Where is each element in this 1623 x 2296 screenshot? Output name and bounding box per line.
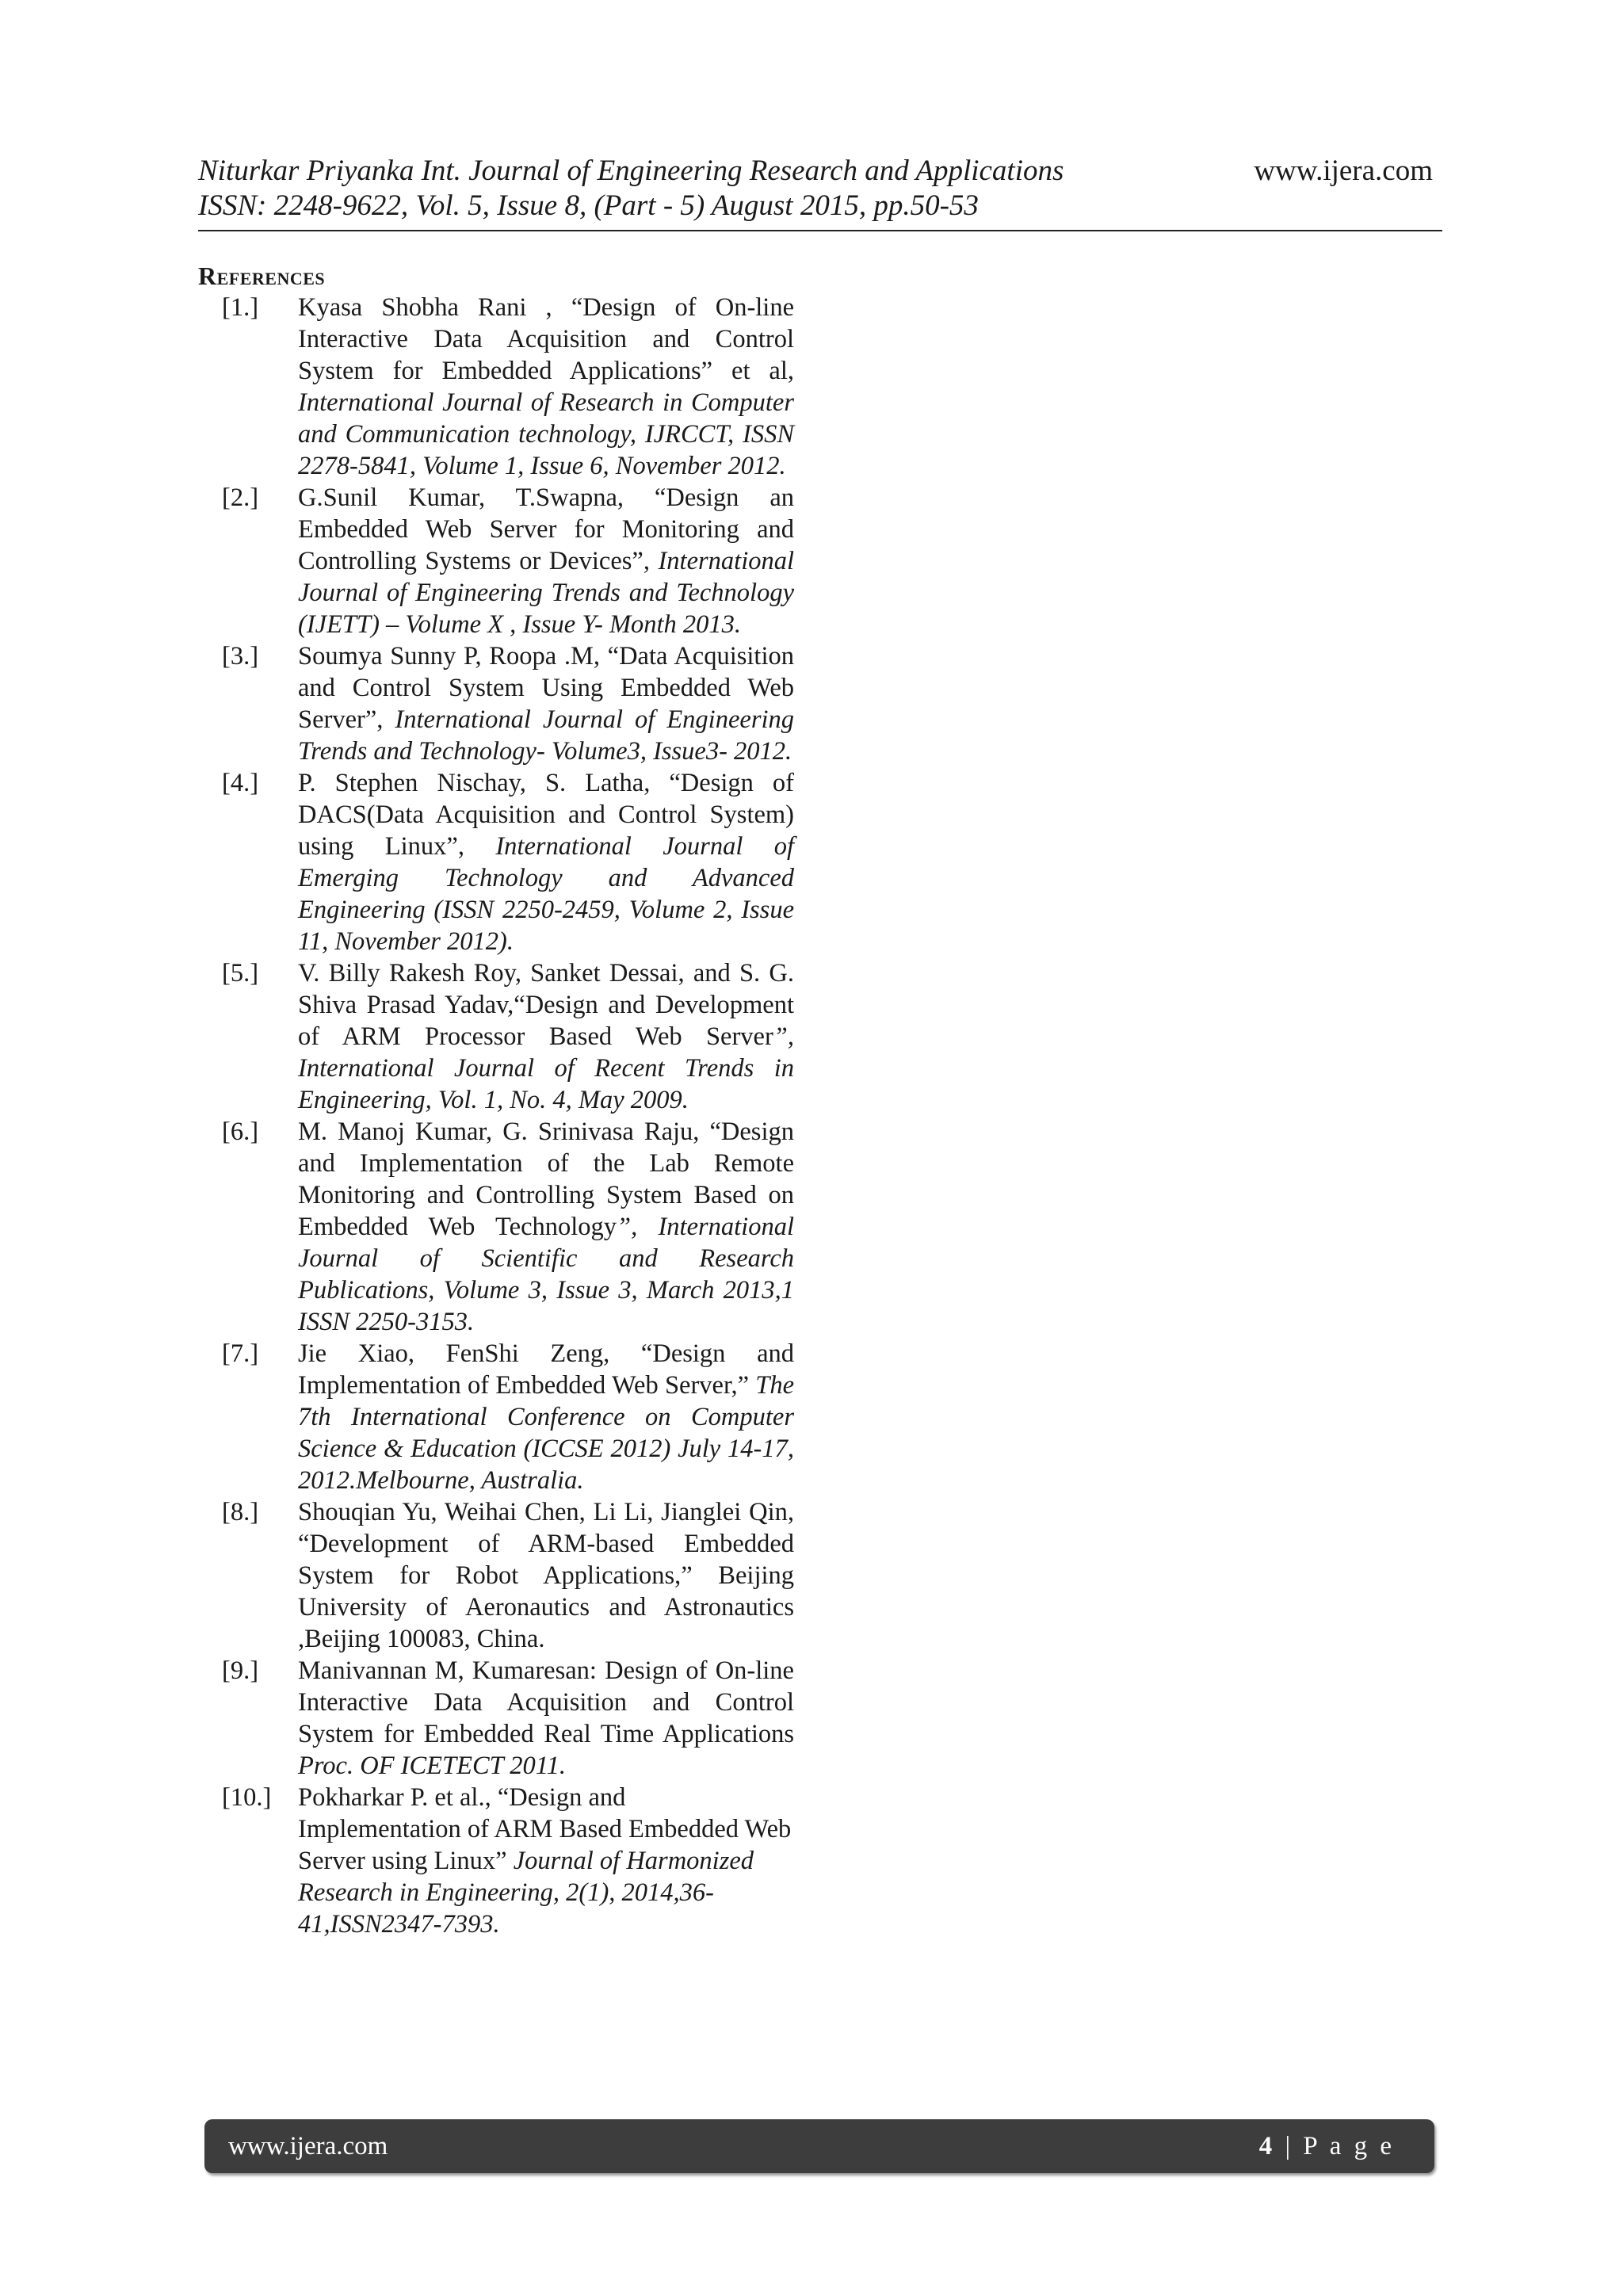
running-header: [198, 154, 1442, 231]
reference-source: ”, International Journal of Scientific and Research Publications, Volume 3, Issue 3, March 2013,1 ISSN 2250-3153.: [298, 1213, 794, 1336]
reference-text: P. Stephen Nischay, S. Latha, “Design of DACS(Data Acquisition and Control System) using Linux”,: [298, 769, 794, 861]
reference-item: [198, 640, 794, 767]
reference-number: [8.]: [222, 1498, 259, 1526]
journal-title: Niturkar Priyanka Int. Journal of Engineering Research and Applications: [198, 155, 1064, 187]
issn-line: ISSN: 2248-9622, Vol. 5, Issue 8, (Part - 5) August 2015, pp.50-53: [198, 189, 979, 222]
reference-item: [198, 1655, 794, 1782]
reference-source: ”, International Journal of Recent Trends in Engineering, Vol. 1, No. 4, May 2009.: [298, 1022, 794, 1114]
reference-number: [5.]: [222, 959, 259, 988]
reference-source: International Journal of Engineering Trends and Technology- Volume3, Issue3- 2012.: [298, 705, 794, 766]
reference-source: International Journal of Engineering Trends and Technology (IJETT) – Volume X , Issue Y- Month 2013.: [298, 547, 794, 639]
reference-list: [198, 292, 794, 1940]
reference-text: V. Billy Rakesh Roy, Sanket Dessai, and S. G. Shiva Prasad Yadav,“Design and Development of ARM Processor Based Web Server: [298, 959, 794, 1051]
reference-item: [198, 1116, 794, 1338]
reference-item: [198, 482, 794, 640]
reference-number: [6.]: [222, 1117, 259, 1146]
footer-url: www.ijera.com: [228, 2132, 388, 2160]
reference-source: Journal of Harmonized Research in Engineering, 2(1), 2014,36-41,ISSN2347-7393.: [298, 1847, 754, 1939]
reference-number: [3.]: [222, 642, 259, 670]
page-footer: [204, 2119, 1434, 2173]
reference-number: [1.]: [222, 293, 259, 322]
reference-text: Jie Xiao, FenShi Zeng, “Design and Implementation of Embedded Web Server,”: [298, 1339, 794, 1400]
page-number: 4: [1258, 2132, 1276, 2160]
page-label: | P a g e: [1275, 2132, 1395, 2160]
reference-item: [198, 1496, 794, 1655]
reference-number: [2.]: [222, 483, 259, 512]
reference-item: [198, 1782, 794, 1940]
references-heading: References: [198, 262, 326, 290]
journal-url: www.ijera.com: [1254, 155, 1433, 187]
reference-item: [198, 1338, 794, 1496]
reference-text: Shouqian Yu, Weihai Chen, Li Li, Jianglei Qin, “Development of ARM-based Embedded System for Robot Applications,” Beijing University of Aeronautics and Astronautics ,Beijing 100083, China.: [298, 1498, 794, 1653]
reference-text: Pokharkar P. et al., “Design and Implementation of ARM Based Embedded Web Server using Linux”: [298, 1783, 792, 1875]
reference-text: M. Manoj Kumar, G. Srinivasa Raju, “Design and Implementation of the Lab Remote Monitoring and Controlling System Based on Embedded Web Technology: [298, 1117, 794, 1241]
reference-source: International Journal of Research in Computer and Communication technology, IJRCCT, ISSN 2278-5841, Volume 1, Issue 6, November 2012.: [298, 388, 794, 480]
reference-item: [198, 292, 794, 482]
reference-text: Kyasa Shobha Rani , “Design of On-line Interactive Data Acquisition and Control System for Embedded Applications” et al,: [298, 293, 794, 385]
reference-source: International Journal of Emerging Technology and Advanced Engineering (ISSN 2250-2459, Volume 2, Issue 11, November 2012).: [298, 832, 794, 956]
reference-number: [10.]: [222, 1783, 272, 1812]
reference-number: [7.]: [222, 1339, 259, 1368]
reference-source: Proc. OF ICETECT 2011.: [298, 1752, 566, 1780]
reference-item: [198, 767, 794, 957]
reference-source: The 7th International Conference on Computer Science & Education (ICCSE 2012) July 14-17, 2012.Melbourne, Australia.: [298, 1371, 794, 1495]
page-number-label: [1259, 2129, 1395, 2164]
reference-item: [198, 957, 794, 1116]
reference-text: Manivannan M, Kumaresan: Design of On-line Interactive Data Acquisition and Control System for Embedded Real Time Applications: [298, 1656, 794, 1748]
reference-number: [4.]: [222, 769, 259, 797]
reference-text: Soumya Sunny P, Roopa .M, “Data Acquisition and Control System Using Embedded Web Server”,: [298, 642, 794, 734]
reference-text: G.Sunil Kumar, T.Swapna, “Design an Embedded Web Server for Monitoring and Controlling Systems or Devices”,: [298, 483, 794, 575]
reference-number: [9.]: [222, 1656, 259, 1685]
